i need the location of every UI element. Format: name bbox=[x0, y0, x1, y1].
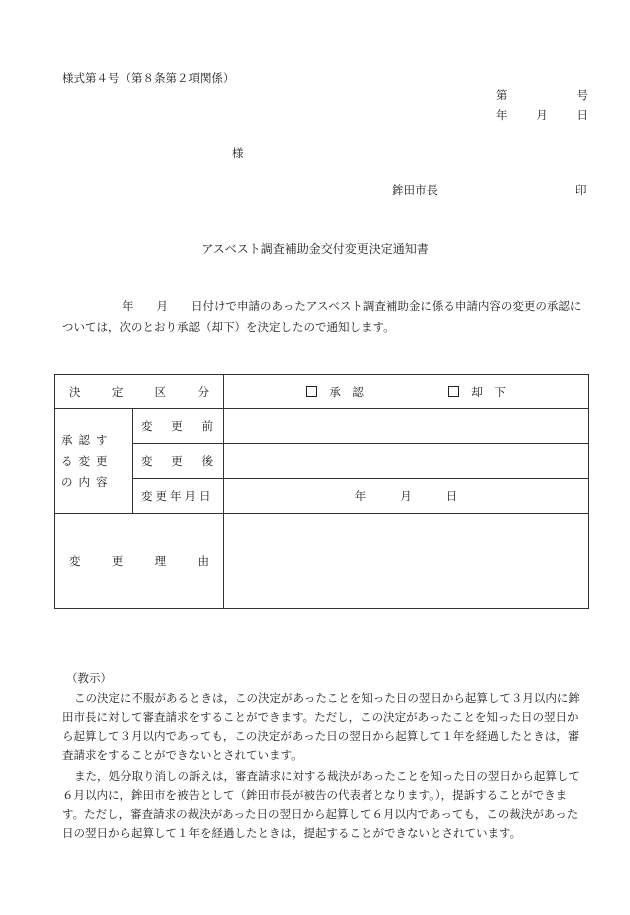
after-change-label: 変 更 後 bbox=[133, 444, 224, 479]
seal-mark: 印 bbox=[575, 183, 587, 197]
document-date bbox=[496, 107, 588, 123]
change-date-label: 変更年月日 bbox=[133, 479, 224, 514]
decision-table bbox=[54, 374, 589, 609]
date-day: 日 bbox=[576, 108, 588, 122]
approved-change-label: 承認する変更の内容 bbox=[55, 409, 133, 514]
decision-label-cell: 決 定 区 分 bbox=[55, 375, 224, 409]
checkbox-icon[interactable] bbox=[306, 386, 317, 397]
instruction-paragraph-2: また，処分取り消しの訴えは，審査請求に対する裁決があったことを知った日の翌日から起算して６月以内に，鉾田市を被告として（鉾田市長が被告の代表者となります。），提訴することができます。ただし，審査請求の裁決があった日の翌日から起算して６月以内であっても，この裁決があった日の翌日から起算して１年を経過したときは，提起することができないとされています。 bbox=[62, 769, 580, 840]
body-text: 年 月 日付けで申請のあったアスベスト調査補助金に係る申請内容の変更の承認については，次のとおり承認（却下）を決定したので通知します。 bbox=[62, 299, 582, 334]
change-date-field[interactable]: 年 月 日 bbox=[224, 479, 589, 514]
decision-options-cell bbox=[224, 375, 589, 409]
instruction-paragraph-1: この決定に不服があるときは，この決定があったことを知った日の翌日から起算して３月以内に鉾田市長に対して審査請求をすることができます。ただし，この決定があったことを知った日の翌日から起算して３月以内であっても，この決定があった日の翌日から起算して１年を経過したときは，審査請求をすることができないとされています。 bbox=[62, 691, 580, 762]
document-title: アスベスト調査補助金交付変更決定通知書 bbox=[201, 242, 429, 256]
document-number bbox=[496, 87, 588, 103]
form-number: 様式第４号（第８条第２項関係） bbox=[62, 71, 235, 85]
reject-option[interactable]: 却 下 bbox=[448, 384, 506, 400]
checkbox-icon[interactable] bbox=[448, 386, 459, 397]
approve-option[interactable]: 承 認 bbox=[306, 384, 364, 400]
change-reason-field[interactable] bbox=[224, 514, 589, 609]
number-prefix: 第 bbox=[496, 88, 508, 102]
date-year: 年 bbox=[496, 108, 508, 122]
before-change-field[interactable] bbox=[224, 409, 589, 444]
addressee: 様 bbox=[232, 146, 244, 160]
date-month: 月 bbox=[536, 108, 548, 122]
number-suffix: 号 bbox=[576, 88, 588, 102]
after-change-field[interactable] bbox=[224, 444, 589, 479]
before-change-label: 変 更 前 bbox=[133, 409, 224, 444]
change-reason-label: 変 更 理 由 bbox=[55, 514, 224, 609]
issuer: 鉾田市長 bbox=[392, 183, 438, 197]
instruction-heading: （教示） bbox=[66, 671, 112, 685]
